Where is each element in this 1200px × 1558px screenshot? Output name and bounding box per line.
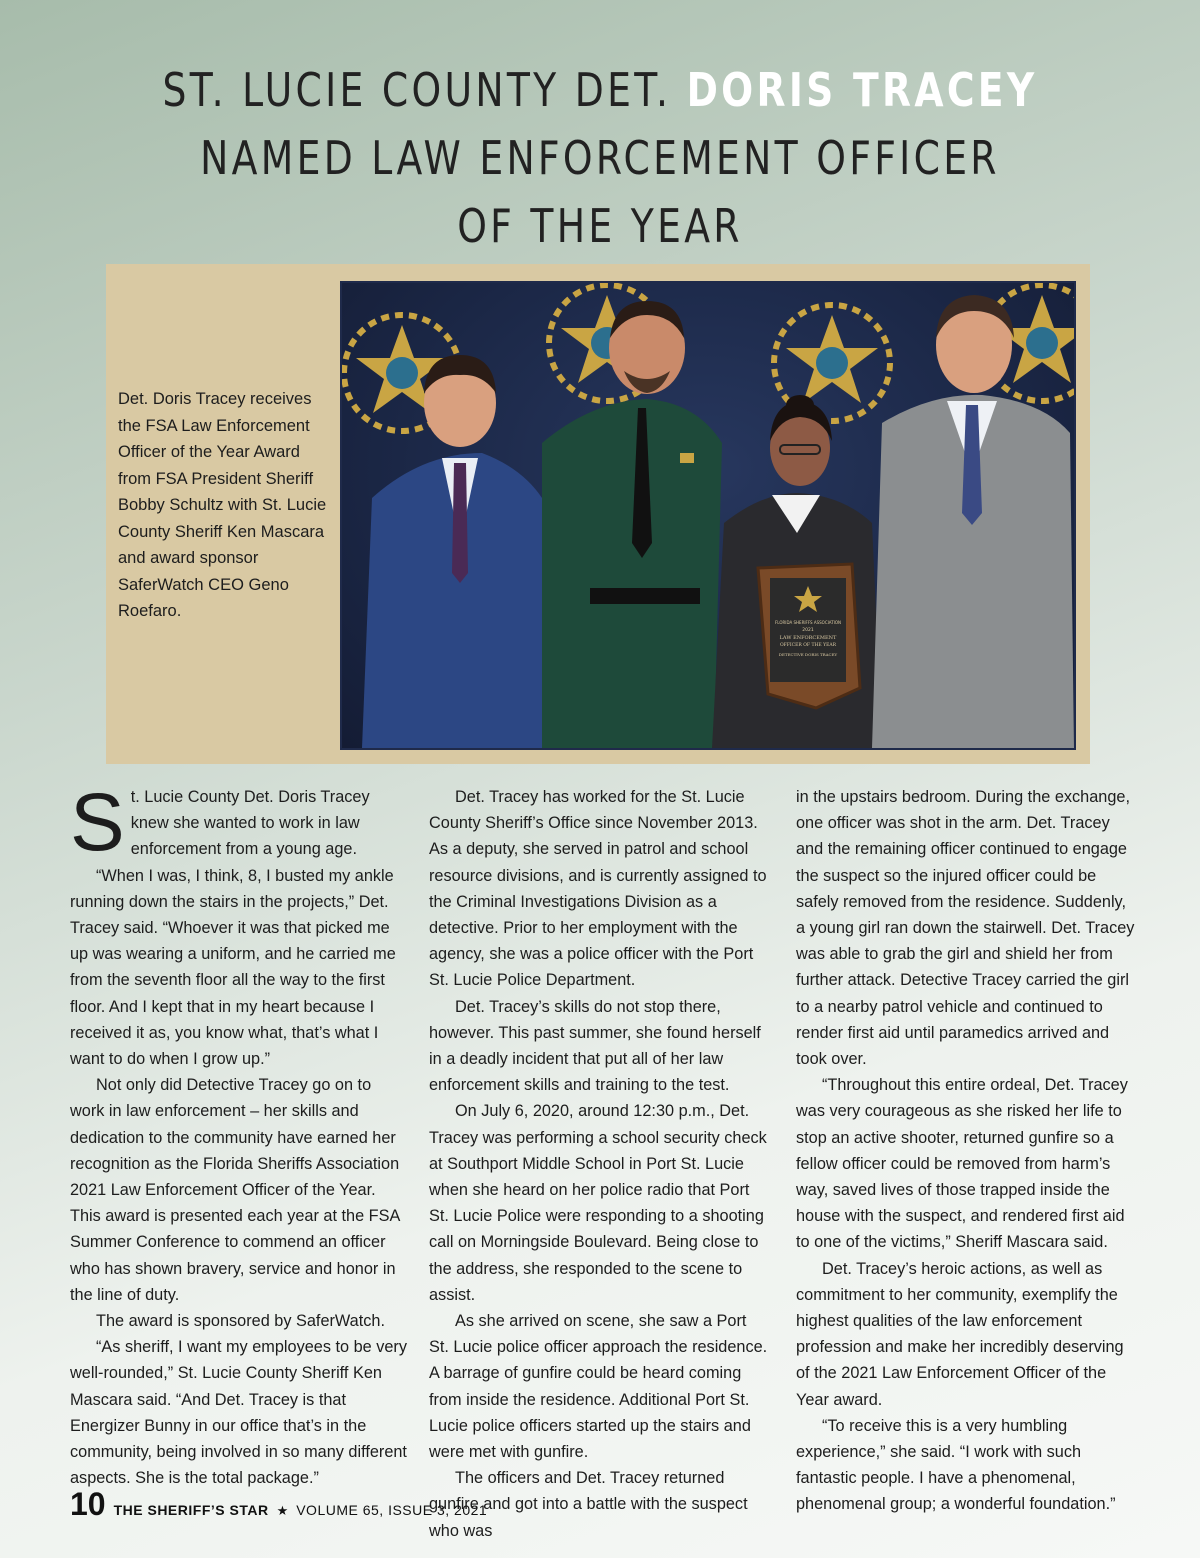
plaque-text-year: 2021 <box>802 628 814 633</box>
article-paragraph: The award is sponsored by SaferWatch. <box>96 1312 385 1331</box>
article-paragraph: As she arrived on scene, she saw a Port St. Lucie police officer approach the residence. A barrage of gunfire could be heard coming from inside the residence. Additional Port St. Lucie police officers started up the stairs and were met with gunfire. <box>429 1312 768 1462</box>
award-plaque <box>758 564 860 708</box>
paragraph-text: t. Lucie County Det. Doris Tracey knew she wanted to work in law enforcement from a young age. <box>130 788 370 859</box>
star-icon: ★ <box>276 1503 289 1518</box>
plaque-text-officer-of-year: OFFICER OF THE YEAR <box>779 643 837 648</box>
award-photo <box>340 281 1076 750</box>
article-column-1 <box>70 777 410 1491</box>
headline-line-3: OF THE YEAR <box>457 199 743 253</box>
article-paragraph: Det. Tracey’s skills do not stop there, however. This past summer, she found herself in a deadly incident that put all of her law enforcement skills and training to the test. <box>429 997 761 1095</box>
article-paragraph <box>70 777 410 868</box>
headline-line-2: NAMED LAW ENFORCEMENT OFFICER <box>200 131 1000 185</box>
article-paragraph: “As sheriff, I want my employees to be very well-rounded,” St. Lucie County Sheriff Ken Mascara said. “And Det. Tracey is that Energizer Bunny in our office that’s in the community, being involved in so many different aspects. She is the total package.” <box>70 1338 407 1488</box>
person-left-blue-suit <box>362 355 552 748</box>
article-paragraph: “To receive this is a very humbling experience,” she said. “I work with such fantastic people. I have a phenomenal, phenomenal group; a wonderful foundation.” <box>796 1416 1116 1514</box>
person-uniformed-sheriff <box>542 301 722 748</box>
article-paragraph: On July 6, 2020, around 12:30 p.m., Det. Tracey was performing a school security check at Southport Middle School in Port St. Lucie when she heard on her police radio that Port St. Lucie Police were responding to a shooting call on Morningside Boulevard. Being close to the address, she responded to the scene to assist. <box>429 1102 767 1304</box>
article-paragraph: in the upstairs bedroom. During the exchange, one officer was shot in the arm. Det. Tracey and the remaining officer continued to engage the suspect so the injured officer could be safely removed from the residence. Suddenly, a young girl ran down the stairwell. Det. Tracey was able to grab the girl and shield her from further attack. Detective Tracey carried the girl to a nearby patrol vehicle and continued to render first aid until paramedics arrived and took over. <box>796 788 1135 1069</box>
article-paragraph: The officers and Det. Tracey returned gunfire and got into a battle with the suspect who was <box>429 1469 748 1540</box>
article-paragraph: Det. Tracey’s heroic actions, as well as commitment to her community, exemplify the highest qualities of the law enforcement profession and make her incredibly deserving of the 2021 Law Enforcement Officer of the Year award. <box>796 1259 1124 1409</box>
page-footer <box>70 1486 487 1526</box>
article-paragraph: “When I was, I think, 8, I busted my ankle running down the stairs in the projects,” Det. Tracey said. “Whoever it was that picked me up was wearing a uniform, and he carried me from the seventh floor all the way to the first floor. And I kept that in my heart because I received it as, you know what, that’s what I want to do when I grow up.” <box>70 866 396 1069</box>
article-paragraph: “Throughout this entire ordeal, Det. Tracey was very courageous as she risked her life to stop an active shooter, returned gunfire so a fellow officer could be removed from harm’s way, saved lives of those trapped inside the house with the suspect, and rendered first aid to one of the victims,” Sheriff Mascara said. <box>796 1076 1128 1252</box>
article-paragraph: Not only did Detective Tracey go on to work in law enforcement – her skills and dedication to the community have earned her recognition as the Florida Sheriffs Association 2021 Law Enforcement Officer of the Year. This award is presented each year at the FSA Summer Conference to commend an officer who has shown bravery, service and honor in the line of duty. <box>70 1076 400 1304</box>
photo-caption: Det. Doris Tracey receives the FSA Law Enforcement Officer of the Year Award from FSA President Sheriff Bobby Schultz with St. Lucie County Sheriff Ken Mascara and award sponsor SaferWatch CEO Geno Roefaro. <box>118 390 327 620</box>
headline-plain: ST. LUCIE COUNTY DET. <box>162 63 687 117</box>
page-headline <box>108 56 1092 260</box>
article-column-2 <box>429 784 769 1544</box>
article-paragraph: Det. Tracey has worked for the St. Lucie County Sheriff’s Office since November 2013. As a deputy, she served in patrol and school resource divisions, and is currently assigned to the Criminal Investigations Division as a detective. Prior to her employment with the agency, she was a police officer with the Port St. Lucie Police Department. <box>429 788 767 990</box>
award-photo-illustration <box>342 283 1074 748</box>
page-number: 10 <box>70 1486 106 1522</box>
plaque-text-association: FLORIDA SHERIFFS ASSOCIATION <box>774 620 842 625</box>
headline-line-1 <box>108 56 1092 124</box>
plaque-text-law-enforcement: LAW ENFORCEMENT <box>779 635 837 641</box>
drop-cap: S <box>70 777 125 868</box>
article-column-3 <box>796 784 1136 1518</box>
publication-name: THE SHERIFF’S STAR <box>113 1502 269 1518</box>
headline-highlight: DORIS TRACEY <box>686 63 1038 117</box>
plaque-text-name: DETECTIVE DORIS TRACEY <box>778 652 838 657</box>
issue-info: VOLUME 65, ISSUE 3, 2021 <box>296 1502 488 1518</box>
